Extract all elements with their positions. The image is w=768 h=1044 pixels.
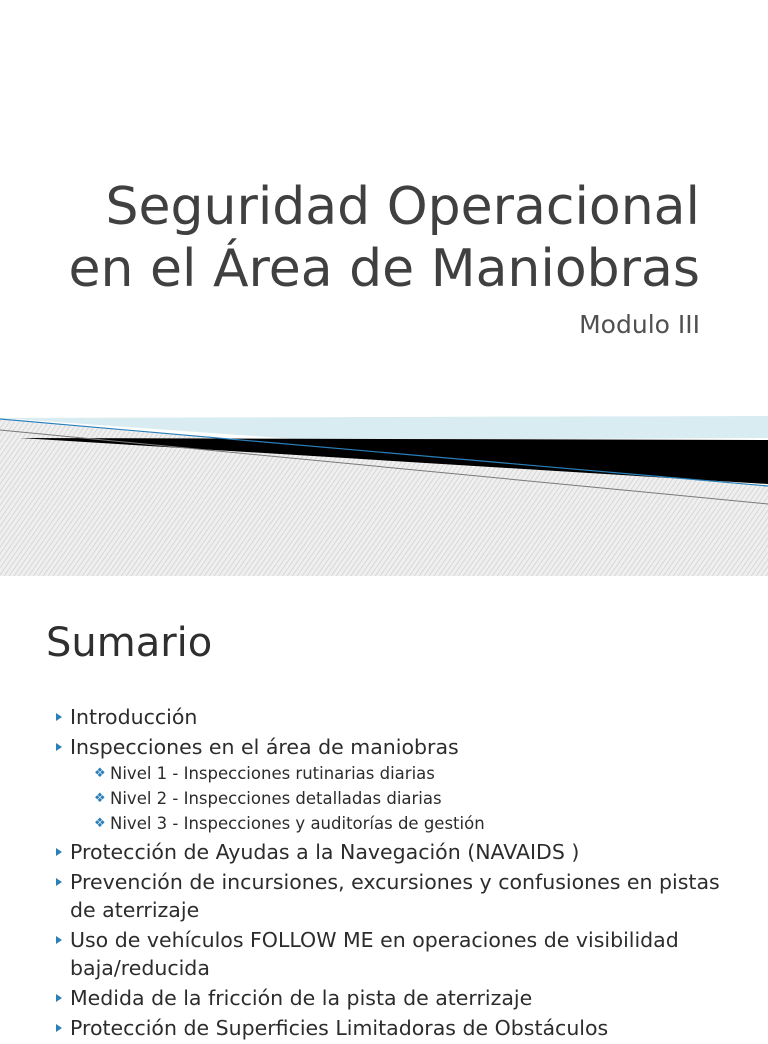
list-item-label: Uso de vehículos FOLLOW ME en operaciones de visibilidad baja/reducida [70,928,679,980]
sub-list-item [94,811,748,836]
title-line-2: en el Área de Maniobras [68,239,700,299]
summary-list [48,703,748,1044]
list-item-label: Protección de Ayudas a la Navegación (NAVAIDS ) [70,840,580,864]
triangle-bullet-icon [56,878,62,886]
triangle-bullet-icon [56,848,62,856]
list-item [48,868,748,924]
list-item [48,733,748,836]
triangle-bullet-icon [56,713,62,721]
triangle-bullet-icon [56,743,62,751]
list-item [48,1014,748,1042]
slide-subtitle: Modulo III [579,310,700,339]
list-item-label: Protección de Superficies Limitadoras de Obstáculos [70,1016,609,1040]
sub-list-item-label: Nivel 2 - Inspecciones detalladas diarias [110,789,442,808]
list-item [48,838,748,866]
triangle-bullet-icon [56,936,62,944]
decorative-swoosh-band [0,400,768,576]
summary-heading: Sumario [46,620,213,666]
list-item [48,984,748,1012]
title-line-1: Seguridad Operacional [105,177,700,237]
sub-list-item-label: Nivel 3 - Inspecciones y auditorías de gestión [110,814,485,833]
slide-title [69,176,700,300]
list-item-label: Prevención de incursiones, excursiones y confusiones en pistas de aterrizaje [70,870,720,922]
list-item [48,926,748,982]
list-item-label: Introducción [70,705,198,729]
sub-list [94,761,748,836]
diamond-bullet-icon: ❖ [94,791,106,806]
diamond-bullet-icon: ❖ [94,816,106,831]
list-item-label: Medida de la fricción de la pista de aterrizaje [70,986,533,1010]
sub-list-item [94,761,748,786]
sub-list-item-label: Nivel 1 - Inspecciones rutinarias diarias [110,764,435,783]
diamond-bullet-icon: ❖ [94,766,106,781]
triangle-bullet-icon [56,1024,62,1032]
summary-slide [0,576,768,1040]
triangle-bullet-icon [56,994,62,1002]
list-item-label: Inspecciones en el área de maniobras [70,735,459,759]
sub-list-item [94,786,748,811]
list-item [48,703,748,731]
